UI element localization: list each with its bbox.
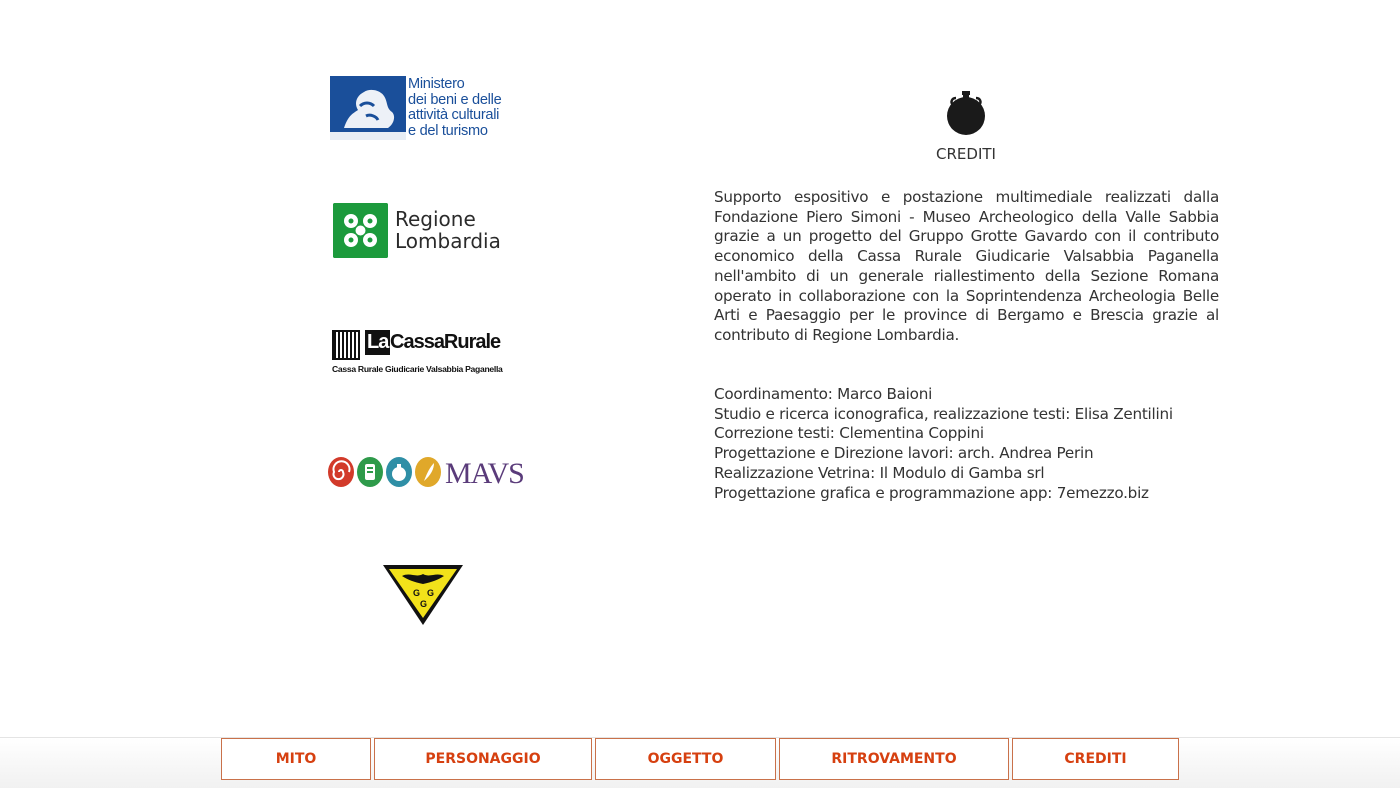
credit-line: Realizzazione Vetrina: Il Modulo di Gamba srl	[714, 463, 1045, 482]
nav-crediti-button[interactable]: CREDITI	[1012, 738, 1179, 780]
nav-mito-button[interactable]: MITO	[221, 738, 371, 780]
page-title: CREDITI	[936, 145, 996, 163]
vase-icon	[386, 457, 412, 487]
amphora-icon	[944, 89, 988, 141]
feather-icon	[415, 457, 441, 487]
mibac-emblem-icon	[330, 76, 406, 140]
mavs-logo	[328, 455, 528, 491]
cassa-rurale-emblem-icon	[332, 330, 360, 360]
mibac-name: Ministero dei beni e delle attività culturali e del turismo	[408, 76, 502, 139]
svg-text:G: G	[420, 599, 428, 609]
credit-line: Progettazione e Direzione lavori: arch. Andrea Perin	[714, 444, 1094, 463]
credits-list	[714, 385, 1274, 503]
nav-oggetto-button[interactable]: OGGETTO	[595, 738, 776, 780]
lombardia-rose-icon	[333, 203, 388, 258]
credit-line: Coordinamento: Marco Baioni	[714, 385, 933, 403]
credit-line: Studio e ricerca iconografica, realizzazione testi: Elisa Zentilini	[714, 404, 1173, 423]
svg-text:G: G	[413, 588, 421, 598]
credit-line: Progettazione grafica e programmazione app: 7emezzo.biz	[714, 483, 1149, 502]
lombardia-name: Regione Lombardia	[395, 207, 501, 253]
gruppo-grotte-gavardo-logo	[380, 562, 466, 628]
nav-ritrovamento-button[interactable]: RITROVAMENTO	[779, 738, 1009, 780]
ggg-triangle-icon	[380, 562, 466, 628]
nav-personaggio-button[interactable]: PERSONAGGIO	[374, 738, 592, 780]
regione-lombardia-logo	[333, 203, 533, 259]
cassa-rurale-la: La	[367, 331, 389, 353]
cassa-rurale-subtitle: Cassa Rurale Giudicarie Valsabbia Paganella	[332, 364, 503, 374]
spiral-icon	[328, 457, 354, 487]
credit-line: Correzione testi: Clementina Coppini	[714, 424, 984, 443]
bottom-navigation	[0, 737, 1400, 788]
tablet-icon	[357, 457, 383, 487]
credits-description: Supporto espositivo e postazione multimediale realizzati dalla Fondazione Piero Simoni - Museo Archeologico della Valle Sabbia grazie a un progetto del Gruppo Grotte Gavardo con il contributo economico della Cassa Rurale Giudicarie Valsabbia Paganella nell'ambito di un generale riallestimento della Sezione Romana operato in collaborazione con la Soprintendenza Archeologia Belle Arti e Paesaggio per le province di Bergamo e Brescia grazie al contributo di Regione Lombardia.	[714, 188, 1219, 344]
cassa-rurale-logo	[332, 330, 532, 378]
mavs-name: MAVS	[445, 457, 524, 490]
mibac-logo	[330, 76, 520, 142]
svg-text:G: G	[427, 588, 435, 598]
cassa-rurale-name: CassaRurale	[390, 331, 501, 353]
